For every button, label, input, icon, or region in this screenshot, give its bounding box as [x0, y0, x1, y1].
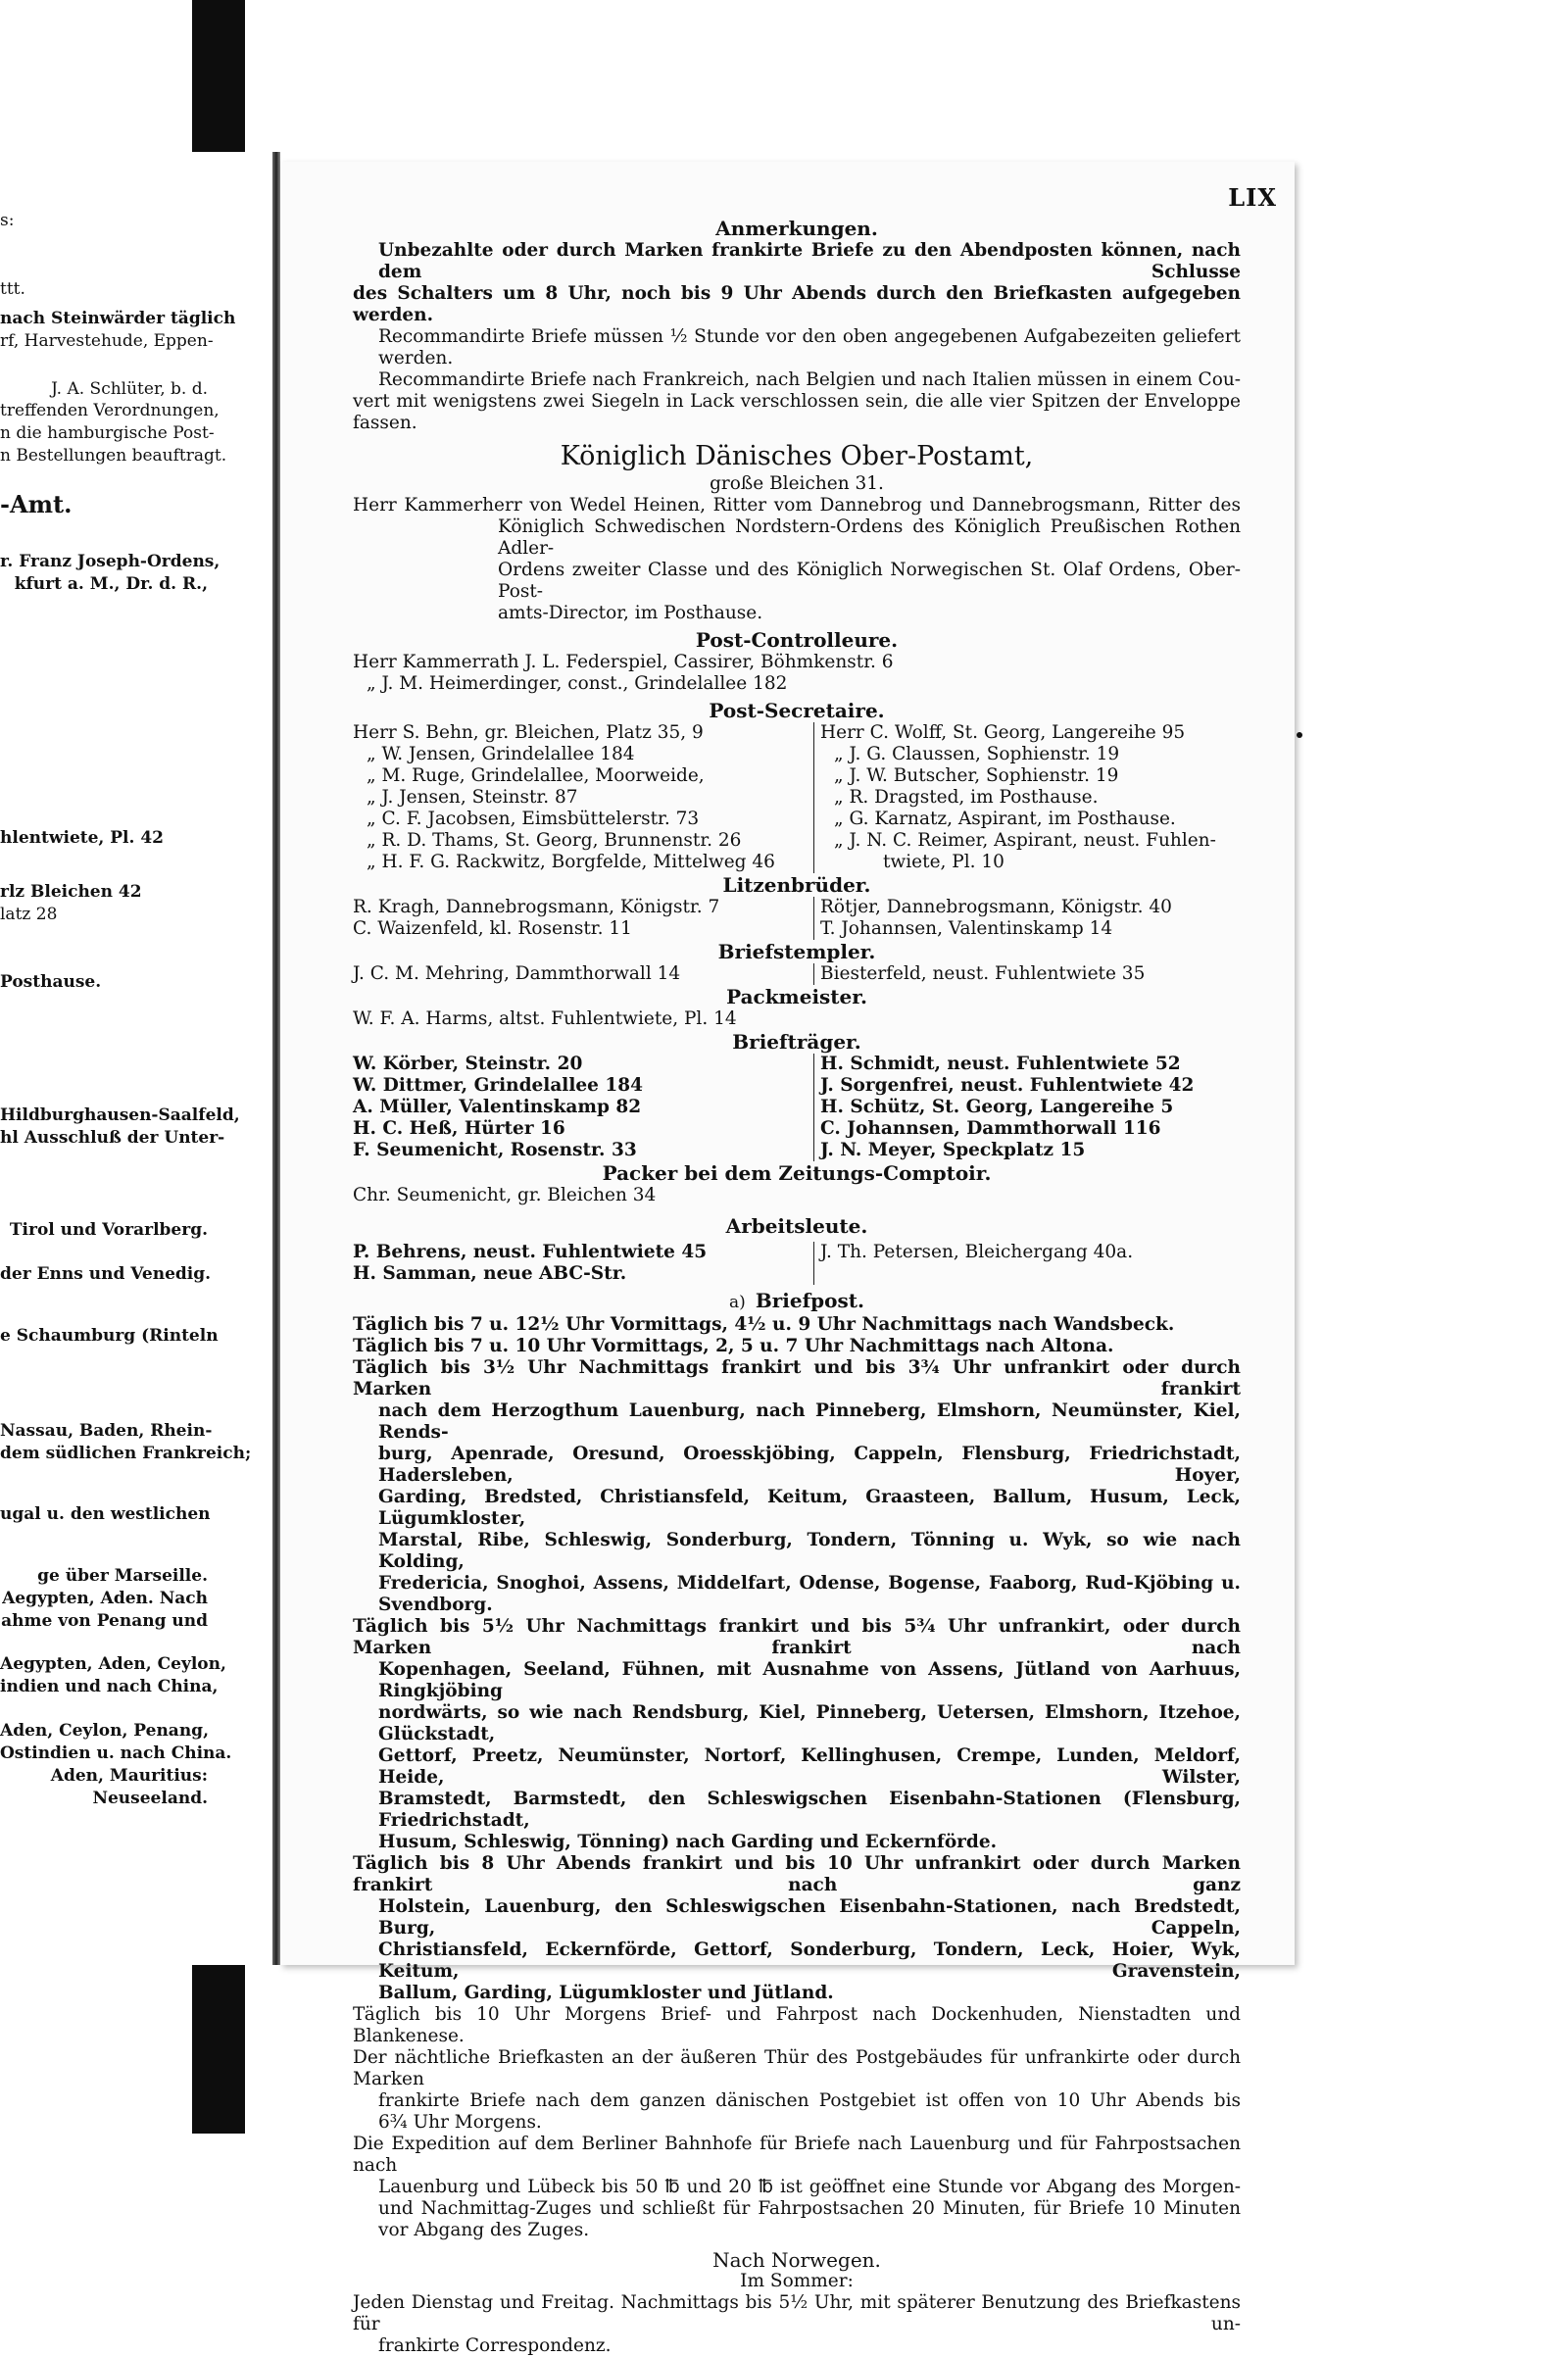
briefstempler-left-column [353, 963, 814, 985]
left-page [0, 152, 276, 1965]
briefpost-letter: a) [729, 1293, 746, 1312]
left-page-line: Aden, Ceylon, Penang, [0, 1721, 209, 1741]
secretaire-entry: „ M. Ruge, Grindelallee, Moorweide, [367, 765, 705, 786]
page-content [353, 217, 1241, 2357]
anmerkungen-p3-line1: Recommandirte Briefe nach Frankreich, nach Belgien und nach Italien müssen in einem Cou- [378, 369, 1241, 390]
briefpost-p4: Der nächtliche Briefkasten an der äußeren Thür des Postgebäudes für unfrankirte oder durch Marken [353, 2047, 1241, 2089]
litzenbrueder-entry: T. Johannsen, Valentinskamp 14 [820, 918, 1113, 939]
arbeitsleute-entry: H. Samman, neue ABC-Str. [353, 1263, 627, 1284]
secretaire-entry: Herr C. Wolff, St. Georg, Langereihe 95 [820, 722, 1186, 743]
left-page-line: Tirol und Vorarlberg. [9, 1220, 208, 1240]
briefpost-p4: 6¾ Uhr Morgens. [378, 2112, 542, 2133]
film-strip-top [192, 0, 245, 157]
briefpost-p2: Kopenhagen, Seeland, Fühnen, mit Ausnahme von Assens, Jütland von Aarhuus, Ringkjöbing [378, 1659, 1241, 1701]
secretaire-entry: „ R. Dragsted, im Posthause. [834, 787, 1099, 808]
arbeitsleute-right-column [814, 1242, 1133, 1285]
brieftraeger-entry: H. Schütz, St. Georg, Langereihe 5 [820, 1097, 1174, 1117]
briefpost-line: Täglich bis 7 u. 10 Uhr Vormittags, 2, 5 u. 7 Uhr Nachmittags nach Altona. [353, 1336, 1114, 1356]
brieftraeger-entry: W. Körber, Steinstr. 20 [353, 1054, 583, 1074]
brieftraeger-entry: J. Sorgenfrei, neust. Fuhlentwiete 42 [820, 1075, 1195, 1096]
secretaire-entry: „ J. W. Butscher, Sophienstr. 19 [834, 765, 1119, 786]
brieftraeger-entry: A. Müller, Valentinskamp 82 [353, 1097, 642, 1117]
secretaire-entry: „ J. G. Claussen, Sophienstr. 19 [834, 744, 1120, 764]
amt-director-line3: Ordens zweiter Classe und des Königlich Norwegischen St. Olaf Ordens, Ober-Post- [498, 560, 1241, 602]
brieftraeger-title: Briefträger. [732, 1030, 861, 1054]
amt-director-line4: amts-Director, im Posthause. [498, 603, 763, 623]
secretaire-right-column [814, 722, 1216, 873]
secretaire-entry: „ R. D. Thams, St. Georg, Brunnenstr. 26 [367, 830, 742, 851]
secretaire-entry: „ J. Jensen, Steinstr. 87 [367, 787, 578, 808]
arbeitsleute-columns [353, 1242, 1241, 1285]
left-page-line: nach Steinwärder täglich [0, 309, 236, 328]
briefpost-p3: Holstein, Lauenburg, den Schleswigschen Eisenbahn-Stationen, nach Bredstedt, Burg, Cappeln, [378, 1896, 1241, 1939]
arbeitsleute-entry: J. Th. Petersen, Bleichergang 40a. [820, 1242, 1134, 1262]
left-page-line: r. Franz Joseph-Ordens, [0, 552, 220, 571]
left-page-line: Posthause. [0, 972, 102, 992]
litzenbrueder-entry: C. Waizenfeld, kl. Rosenstr. 11 [353, 918, 632, 939]
book-spine [272, 152, 280, 1965]
briefpost-p5: und Nachmittag-Zuges und schließt für Fahrpostsachen 20 Minuten, für Briefe 10 Minuten [378, 2198, 1241, 2219]
brieftraeger-entry: C. Johannsen, Dammthorwall 116 [820, 1118, 1161, 1139]
left-page-line: n die hamburgische Post- [0, 423, 215, 443]
briefpost-p5: Lauenburg und Lübeck bis 50 ℔ und 20 ℔ ist geöffnet eine Stunde vor Abgang des Morgen- [378, 2177, 1241, 2197]
anmerkungen-title: Anmerkungen. [715, 217, 878, 240]
left-page-line: latz 28 [0, 905, 58, 924]
brieftraeger-entry: H. C. Heß, Hürter 16 [353, 1118, 565, 1139]
briefpost-line: Täglich bis 7 u. 12½ Uhr Vormittags, 4½ u. 9 Uhr Nachmittags nach Wandsbeck. [353, 1314, 1175, 1335]
briefpost-p1: Täglich bis 3½ Uhr Nachmittags frankirt und bis 3¾ Uhr unfrankirt oder durch Marken frankirt [353, 1357, 1241, 1399]
arbeitsleute-entry: P. Behrens, neust. Fuhlentwiete 45 [353, 1242, 708, 1262]
left-page-line: n Bestellungen beauftragt. [0, 446, 227, 466]
page-number: LIX [1228, 183, 1277, 212]
briefpost-p2: Husum, Schleswig, Tönning) nach Garding und Eckernförde. [378, 1832, 998, 1852]
arbeitsleute-title: Arbeitsleute. [725, 1214, 868, 1238]
left-page-line: indien und nach China, [0, 1677, 219, 1696]
brieftraeger-right-column [814, 1054, 1194, 1161]
briefpost-line: Täglich bis 10 Uhr Morgens Brief- und Fahrpost nach Dockenhuden, Nienstadten und Blankenese. [353, 2004, 1241, 2046]
left-page-line: -Amt. [0, 490, 73, 518]
amt-address: große Bleichen 31. [710, 473, 884, 494]
left-page-line: dem südlichen Frankreich; [0, 1444, 252, 1463]
left-page-line: Ostindien u. nach China. [0, 1743, 232, 1763]
controlleure-line: Herr Kammerrath J. L. Federspiel, Cassirer, Böhmkenstr. 6 [353, 652, 894, 672]
left-page-line: ge über Marseille. [37, 1566, 208, 1586]
briefpost-p1: Garding, Bredsted, Christiansfeld, Keitum, Graasteen, Ballum, Husum, Leck, Lügumkloster, [378, 1487, 1241, 1529]
briefpost-p3: Ballum, Garding, Lügumkloster und Jütland. [378, 1983, 834, 2003]
briefpost-heading: Briefpost. [755, 1289, 864, 1312]
brieftraeger-entry: F. Seumenicht, Rosenstr. 33 [353, 1140, 637, 1160]
litzenbrueder-right-column [814, 897, 1172, 940]
briefstempler-title: Briefstempler. [717, 940, 876, 963]
left-page-line: Aegypten, Aden. Nach [2, 1589, 208, 1608]
litzenbrueder-columns [353, 897, 1241, 940]
packmeister-entry: W. F. A. Harms, altst. Fuhlentwiete, Pl. 14 [353, 1008, 737, 1029]
briefpost-p2: Gettorf, Preetz, Neumünster, Nortorf, Kellinghusen, Crempe, Lunden, Meldorf, Heide, Wilster, [378, 1745, 1241, 1788]
left-page-line: treffenden Verordnungen, [0, 401, 220, 420]
left-page-line: rlz Bleichen 42 [0, 882, 142, 902]
amt-director-line2: Königlich Schwedischen Nordstern-Ordens des Königlich Preußischen Rothen Adler- [498, 516, 1241, 559]
left-page-line: e Schaumburg (Rinteln [0, 1326, 219, 1346]
briefpost-p2: nordwärts, so wie nach Rendsburg, Kiel, Pinneberg, Uetersen, Elmshorn, Itzehoe, Glückstadt, [378, 1702, 1241, 1744]
left-page-line: Aden, Mauritius: [50, 1766, 208, 1786]
secretaire-entry: „ W. Jensen, Grindelallee 184 [367, 744, 635, 764]
ink-dot [1297, 732, 1302, 738]
arbeitsleute-left-column [353, 1242, 814, 1285]
litzenbrueder-title: Litzenbrüder. [722, 873, 871, 897]
controlleure-title: Post-Controlleure. [695, 628, 899, 652]
secretaire-entry: twiete, Pl. 10 [883, 852, 1004, 872]
amt-title: Königlich Dänisches Ober-Postamt, [560, 441, 1034, 471]
norwegen-line: Jeden Dienstag und Freitag. Nachmittags bis 5½ Uhr, mit späterer Benutzung des Briefkastens für un- [353, 2292, 1241, 2334]
left-page-line: kfurt a. M., Dr. d. R., [14, 574, 208, 594]
norwegen-line: frankirte Correspondenz. [378, 2335, 612, 2356]
anmerkungen-p1-line1: Unbezahlte oder durch Marken frankirte Briefe zu den Abendposten können, nach dem Schlusse [378, 240, 1241, 282]
secretaire-columns [353, 722, 1241, 873]
briefpost-p5: Die Expedition auf dem Berliner Bahnhofe für Briefe nach Lauenburg und für Fahrpostsachen nach [353, 2134, 1241, 2176]
secretaire-title: Post-Secretaire. [709, 699, 885, 722]
left-page-line: hl Ausschluß der Unter- [0, 1128, 225, 1148]
zeitung-title: Packer bei dem Zeitungs-Comptoir. [602, 1161, 992, 1185]
left-page-line: Nassau, Baden, Rhein- [0, 1421, 213, 1441]
briefpost-p1: nach dem Herzogthum Lauenburg, nach Pinneberg, Elmshorn, Neumünster, Kiel, Rends- [378, 1400, 1241, 1443]
left-page-line: s: [0, 211, 15, 230]
brieftraeger-entry: W. Dittmer, Grindelallee 184 [353, 1075, 643, 1096]
secretaire-entry: „ J. N. C. Reimer, Aspirant, neust. Fuhlen- [834, 830, 1216, 851]
briefpost-p1: Fredericia, Snoghoi, Assens, Middelfart, Odense, Bogense, Faaborg, Rud-Kjöbing u. Svendborg. [378, 1573, 1241, 1615]
brieftraeger-entry: H. Schmidt, neust. Fuhlentwiete 52 [820, 1054, 1181, 1074]
left-page-line: J. A. Schlüter, b. d. [51, 379, 208, 399]
briefstempler-entry: J. C. M. Mehring, Dammthorwall 14 [353, 963, 681, 984]
secretaire-entry: „ H. F. G. Rackwitz, Borgfelde, Mittelweg 46 [367, 852, 775, 872]
briefpost-p2: Bramstedt, Barmstedt, den Schleswigschen Eisenbahn-Stationen (Flensburg, Friedrichstadt, [378, 1789, 1241, 1831]
briefstempler-entry: Biesterfeld, neust. Fuhlentwiete 35 [820, 963, 1146, 984]
briefpost-p5: vor Abgang des Zuges. [378, 2220, 590, 2240]
briefpost-title [353, 1289, 1241, 1314]
brieftraeger-entry: J. N. Meyer, Speckplatz 15 [820, 1140, 1086, 1160]
secretaire-entry: Herr S. Behn, gr. Bleichen, Platz 35, 9 [353, 722, 704, 743]
zeitung-entry: Chr. Seumenicht, gr. Bleichen 34 [353, 1185, 657, 1205]
secretaire-entry: „ C. F. Jacobsen, Eimsbüttelerstr. 73 [367, 809, 700, 829]
amt-director-line1: Herr Kammerherr von Wedel Heinen, Ritter vom Dannebrog und Dannebrogsmann, Ritter des [353, 495, 1241, 516]
secretaire-left-column [353, 722, 814, 873]
briefpost-p2: Täglich bis 5½ Uhr Nachmittags frankirt und bis 5¾ Uhr unfrankirt, oder durch Marken frankirt nach [353, 1616, 1241, 1658]
anmerkungen-p2: Recommandirte Briefe müssen ½ Stunde vor den oben angegebenen Aufgabezeiten geliefert werden. [378, 326, 1241, 368]
briefpost-p1: Marstal, Ribe, Schleswig, Sonderburg, Tondern, Tönning u. Wyk, so wie nach Kolding, [378, 1530, 1241, 1572]
film-strip-bottom [192, 1960, 245, 2134]
packmeister-title: Packmeister. [726, 985, 867, 1008]
left-page-line: ugal u. den westlichen [0, 1504, 211, 1524]
briefpost-p1: burg, Apenrade, Oresund, Oroesskjöbing, Cappeln, Flensburg, Friedrichstadt, Hadersleben, Hoyer, [378, 1444, 1241, 1486]
briefpost-p3: Täglich bis 8 Uhr Abends frankirt und bis 10 Uhr unfrankirt oder durch Marken frankirt nach ganz [353, 1853, 1241, 1895]
left-page-line: rf, Harvestehude, Eppen- [0, 331, 214, 351]
brieftraeger-left-column [353, 1054, 814, 1161]
anmerkungen-p3-line2: vert mit wenigstens zwei Siegeln in Lack verschlossen sein, die alle vier Spitzen der Enveloppe fassen. [353, 391, 1241, 433]
controlleure-line: „ J. M. Heimerdinger, const., Grindelallee 182 [367, 673, 788, 694]
brieftraeger-columns [353, 1054, 1241, 1161]
norwegen-title: Nach Norwegen. [712, 2248, 881, 2272]
left-page-line: ttt. [0, 279, 25, 299]
briefstempler-right-column [814, 963, 1145, 985]
left-page-line: der Enns und Venedig. [0, 1264, 212, 1284]
left-page-line: Neuseeland. [92, 1789, 208, 1808]
briefstempler-columns [353, 963, 1241, 985]
briefpost-p3: Christiansfeld, Eckernförde, Gettorf, Sonderburg, Tondern, Leck, Hoier, Wyk, Keitum, Gravenstein, [378, 1940, 1241, 1982]
anmerkungen-p1-line2: des Schalters um 8 Uhr, noch bis 9 Uhr Abends durch den Briefkasten aufgegeben werden. [353, 283, 1241, 325]
left-page-line: hlentwiete, Pl. 42 [0, 828, 164, 848]
right-page [280, 162, 1295, 2356]
briefpost-p4: frankirte Briefe nach dem ganzen dänischen Postgebiet ist offen von 10 Uhr Abends bis [378, 2090, 1241, 2111]
litzenbrueder-left-column [353, 897, 814, 940]
litzenbrueder-entry: Rötjer, Dannebrogsmann, Königstr. 40 [820, 897, 1172, 917]
left-page-line: ahme von Penang und [1, 1611, 208, 1631]
secretaire-entry: „ G. Karnatz, Aspirant, im Posthause. [834, 809, 1176, 829]
litzenbrueder-entry: R. Kragh, Dannebrogsmann, Königstr. 7 [353, 897, 720, 917]
norwegen-subtitle: Im Sommer: [740, 2271, 854, 2291]
left-page-line: Aegypten, Aden, Ceylon, [0, 1654, 226, 1674]
left-page-line: Hildburghausen-Saalfeld, [0, 1105, 240, 1125]
